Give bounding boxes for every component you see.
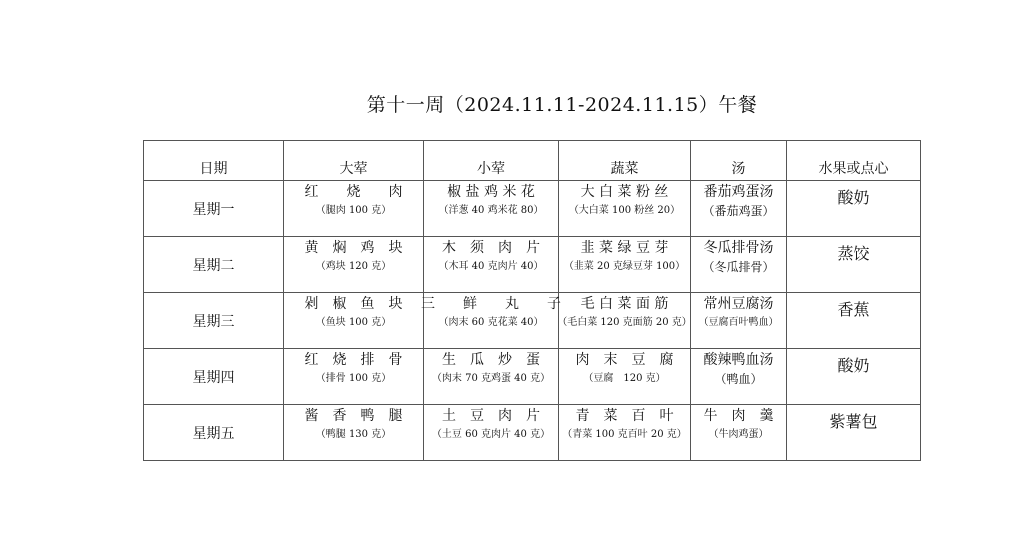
day-cell: 星期三 [144,293,284,349]
fruit-snack-cell [787,293,921,349]
dish-ingredients: （豆腐 120 克） [583,373,666,384]
table-row-wednesday [144,293,921,349]
dish-ingredients: （冬瓜排骨） [702,260,775,274]
dish-name: 黄 焖 鸡 块 [304,240,403,256]
fruit-snack-name: 紫薯包 [829,412,878,431]
vegetable-cell [559,293,691,349]
dish-name: 土 豆 肉 片 [442,408,540,424]
dish-ingredients: （大白菜 100 粉丝 20） [568,205,681,216]
lunch-menu-table [143,140,921,461]
table-row-monday [144,181,921,237]
dish-ingredients: （豆腐百叶鸭血） [698,317,779,328]
dish-name: 生 瓜 炒 蛋 [442,352,540,368]
dish-ingredients: （鱼块 100 克） [315,317,392,328]
side-meat-cell [421,293,561,349]
dish-name: 青 菜 百 叶 [575,408,674,424]
dish-name: 红 烧 排 骨 [304,352,403,368]
dish-ingredients: （鸭血） [714,372,763,386]
dish-ingredients: （腿肉 100 克） [315,205,392,216]
fruit-snack-name: 酸奶 [837,356,870,375]
page-title: 第十一周（2024.11.11-2024.11.15）午餐 [366,94,758,116]
dish-ingredients: （毛白菜 120 克面筋 20 克） [557,317,692,328]
dish-name: 肉 末 豆 腐 [575,352,674,368]
main-meat-cell [284,181,424,237]
header-fruit-snack: 水果或点心 [787,141,921,181]
header-soup: 汤 [691,141,787,181]
vegetable-cell [559,405,691,461]
side-meat-cell [424,181,559,237]
dish-ingredients: （鸭腿 130 克） [315,429,392,440]
header-date: 日期 [144,141,284,181]
dish-name: 大 白 菜 粉 丝 [580,184,669,200]
dish-name: 番茄鸡蛋汤 [703,184,774,200]
dish-name: 三 鲜 丸 子 [421,296,561,312]
fruit-snack-name: 蒸饺 [837,244,870,263]
header-vegetable: 蔬菜 [559,141,691,181]
side-meat-cell [424,349,559,405]
day-cell: 星期二 [144,237,284,293]
dish-ingredients: （青菜 100 克百叶 20 克） [562,429,687,440]
day-cell: 星期四 [144,349,284,405]
dish-ingredients: （洋葱 40 鸡米花 80） [438,205,544,216]
day-cell: 星期一 [144,181,284,237]
dish-ingredients: （肉末 70 克鸡蛋 40 克） [431,373,551,384]
main-meat-cell [284,405,424,461]
fruit-snack-name: 酸奶 [837,188,870,207]
dish-name: 韭 菜 绿 豆 芽 [580,240,669,256]
fruit-snack-cell [787,181,921,237]
soup-cell [691,349,787,405]
main-meat-cell [284,237,424,293]
dish-ingredients: （鸡块 120 克） [315,261,392,272]
dish-ingredients: （排骨 100 克） [315,373,392,384]
side-meat-cell [424,405,559,461]
dish-ingredients: （肉末 60 克花菜 40） [438,317,544,328]
dish-name: 冬瓜排骨汤 [703,240,774,256]
day-cell: 星期五 [144,405,284,461]
dish-name: 牛 肉 羹 [703,408,774,424]
table-row-thursday [144,349,921,405]
dish-ingredients: （牛肉鸡蛋） [708,429,769,440]
dish-name: 酸辣鸭血汤 [703,352,774,368]
dish-name: 毛 白 菜 面 筋 [580,296,669,312]
vegetable-cell [559,237,691,293]
side-meat-cell [424,237,559,293]
soup-cell [691,237,787,293]
dish-name: 椒 盐 鸡 米 花 [447,184,535,200]
dish-name: 木 须 肉 片 [442,240,540,256]
soup-cell [691,405,787,461]
dish-name: 剁 椒 鱼 块 [304,296,403,312]
dish-name: 酱 香 鸭 腿 [304,408,403,424]
fruit-snack-cell [787,349,921,405]
dish-ingredients: （番茄鸡蛋） [702,204,775,218]
table-header-row [144,141,921,181]
header-main-meat: 大荤 [284,141,424,181]
dish-ingredients: （木耳 40 克肉片 40） [438,261,544,272]
fruit-snack-name: 香蕉 [837,300,870,319]
vegetable-cell [559,349,691,405]
fruit-snack-cell [787,405,921,461]
fruit-snack-cell [787,237,921,293]
soup-cell [691,293,787,349]
table-row-friday [144,405,921,461]
soup-cell [691,181,787,237]
vegetable-cell [559,181,691,237]
table-row-tuesday [144,237,921,293]
dish-name: 红 烧 肉 [304,184,403,200]
dish-ingredients: （土豆 60 克肉片 40 克） [431,429,551,440]
dish-name: 常州豆腐汤 [703,296,774,312]
dish-ingredients: （韭菜 20 克绿豆芽 100） [563,261,686,272]
main-meat-cell [284,293,424,349]
header-side-meat: 小荤 [424,141,559,181]
main-meat-cell [284,349,424,405]
